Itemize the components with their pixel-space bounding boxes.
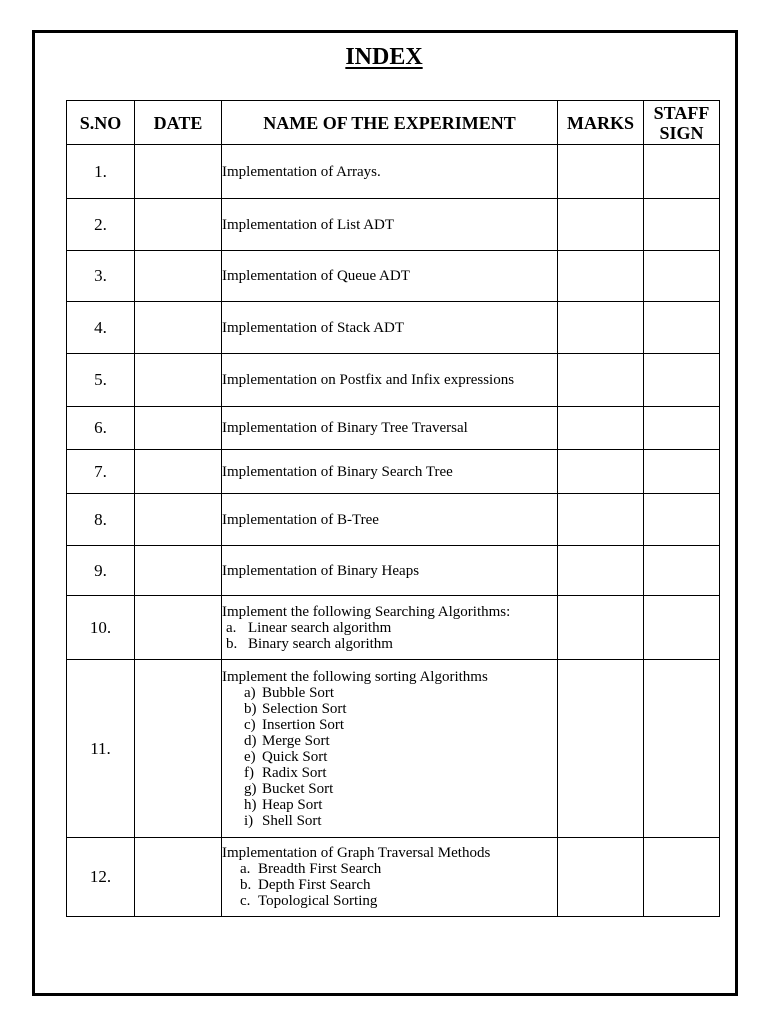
sno-cell: 12. [67, 838, 135, 917]
experiment-name: Implementation of Arrays. [222, 163, 381, 180]
header-row [67, 101, 720, 145]
list-item-label: a. [226, 619, 237, 636]
staff-sign-cell [644, 660, 720, 838]
date-cell [135, 660, 222, 838]
date-cell [135, 546, 222, 596]
list-item-text: Insertion Sort [262, 716, 345, 733]
experiment-name-cell [222, 407, 558, 450]
sub-item-list [222, 620, 557, 652]
marks-cell [558, 494, 644, 546]
table-row [67, 838, 720, 917]
list-item [240, 877, 557, 893]
header-staff-sign [644, 101, 720, 145]
sno-cell: 5. [67, 354, 135, 407]
marks-cell [558, 407, 644, 450]
list-item [226, 620, 557, 636]
marks-cell [558, 199, 644, 251]
experiment-name: Implementation of List ADT [222, 216, 395, 233]
date-cell [135, 302, 222, 354]
experiment-name-cell [222, 546, 558, 596]
marks-cell [558, 354, 644, 407]
experiment-name-cell [222, 450, 558, 494]
list-item-text: Binary search algorithm [248, 635, 393, 652]
experiment-name: Implementation of Queue ADT [222, 268, 410, 284]
date-cell [135, 199, 222, 251]
marks-cell [558, 251, 644, 302]
list-item-text: Topological Sorting [258, 893, 378, 909]
experiment-name: Implement the following Searching Algorithms: [222, 603, 511, 620]
sub-item-list [222, 861, 557, 909]
table-row [67, 546, 720, 596]
staff-sign-cell [644, 450, 720, 494]
experiment-name: Implementation on Postfix and Infix expressions [222, 372, 515, 388]
list-item-label: a) [244, 684, 256, 701]
list-item-text: Depth First Search [258, 877, 371, 893]
list-item-text: Quick Sort [262, 748, 328, 765]
experiment-name-cell [222, 838, 558, 917]
list-item-text: Linear search algorithm [248, 619, 392, 636]
date-cell [135, 596, 222, 660]
staff-sign-cell [644, 407, 720, 450]
table-row [67, 354, 720, 407]
marks-cell [558, 302, 644, 354]
list-item [244, 797, 557, 813]
sno-cell: 1. [67, 145, 135, 199]
header-marks: MARKS [558, 101, 644, 145]
list-item-label: c) [244, 716, 256, 733]
staff-sign-cell [644, 354, 720, 407]
staff-sign-cell [644, 199, 720, 251]
date-cell [135, 838, 222, 917]
list-item [244, 781, 557, 797]
staff-sign-cell [644, 251, 720, 302]
list-item [244, 685, 557, 701]
list-item-label: d) [244, 732, 257, 749]
list-item-label: a. [240, 861, 251, 877]
experiment-name-cell [222, 660, 558, 838]
index-table [66, 100, 720, 917]
list-item-label: b) [244, 700, 257, 717]
sub-item-list [222, 685, 557, 829]
list-item-text: Merge Sort [262, 732, 330, 749]
experiment-name: Implementation of Graph Traversal Methods [222, 845, 491, 861]
header-staff-line2: SIGN [659, 122, 704, 143]
list-item [244, 749, 557, 765]
list-item-text: Selection Sort [262, 700, 347, 717]
experiment-name-cell [222, 354, 558, 407]
list-item-label: h) [244, 796, 257, 813]
list-item-text: Shell Sort [262, 812, 322, 829]
list-item [240, 893, 557, 909]
staff-sign-cell [644, 494, 720, 546]
marks-cell [558, 145, 644, 199]
list-item-label: e) [244, 748, 256, 765]
list-item-text: Bucket Sort [262, 780, 334, 797]
sno-cell: 7. [67, 450, 135, 494]
table-row [67, 450, 720, 494]
sno-cell: 11. [67, 660, 135, 838]
list-item-label: b. [226, 635, 238, 652]
experiment-name-cell [222, 199, 558, 251]
header-staff-line1: STAFF [653, 102, 710, 123]
list-item [244, 717, 557, 733]
date-cell [135, 354, 222, 407]
sno-cell: 10. [67, 596, 135, 660]
table-row [67, 199, 720, 251]
experiment-name: Implementation of Binary Search Tree [222, 463, 453, 480]
table-row [67, 494, 720, 546]
list-item [244, 701, 557, 717]
marks-cell [558, 596, 644, 660]
experiment-name: Implementation of Binary Heaps [222, 562, 420, 579]
list-item-label: b. [240, 877, 252, 893]
staff-sign-cell [644, 546, 720, 596]
experiment-name-cell [222, 596, 558, 660]
list-item-label: c. [240, 893, 251, 909]
staff-sign-cell [644, 838, 720, 917]
experiment-name-cell [222, 494, 558, 546]
staff-sign-cell [644, 596, 720, 660]
table-row [67, 302, 720, 354]
marks-cell [558, 660, 644, 838]
list-item [244, 733, 557, 749]
date-cell [135, 450, 222, 494]
date-cell [135, 407, 222, 450]
page-title: INDEX [345, 44, 423, 70]
list-item [244, 813, 557, 829]
list-item [226, 636, 557, 652]
header-name: NAME OF THE EXPERIMENT [222, 101, 558, 145]
table-row [67, 660, 720, 838]
header-sno: S.NO [67, 101, 135, 145]
date-cell [135, 251, 222, 302]
date-cell [135, 145, 222, 199]
staff-sign-cell [644, 145, 720, 199]
sno-cell: 2. [67, 199, 135, 251]
list-item-text: Breadth First Search [258, 861, 382, 877]
sno-cell: 3. [67, 251, 135, 302]
experiment-name-cell [222, 251, 558, 302]
header-date: DATE [135, 101, 222, 145]
sno-cell: 6. [67, 407, 135, 450]
list-item [240, 861, 557, 877]
experiment-name: Implement the following sorting Algorithms [222, 668, 488, 685]
list-item-label: g) [244, 780, 257, 797]
list-item-label: i) [244, 812, 254, 829]
list-item-text: Bubble Sort [262, 684, 335, 701]
table-row [67, 596, 720, 660]
sno-cell: 8. [67, 494, 135, 546]
table-row [67, 145, 720, 199]
list-item-text: Radix Sort [262, 764, 327, 781]
marks-cell [558, 546, 644, 596]
staff-sign-cell [644, 302, 720, 354]
experiment-name-cell [222, 302, 558, 354]
list-item [244, 765, 557, 781]
sno-cell: 9. [67, 546, 135, 596]
experiment-name: Implementation of Binary Tree Traversal [222, 420, 468, 436]
list-item-text: Heap Sort [262, 796, 323, 813]
experiment-name: Implementation of Stack ADT [222, 319, 405, 336]
table-row [67, 407, 720, 450]
sno-cell: 4. [67, 302, 135, 354]
date-cell [135, 494, 222, 546]
marks-cell [558, 838, 644, 917]
experiment-name-cell [222, 145, 558, 199]
marks-cell [558, 450, 644, 494]
experiment-name: Implementation of B-Tree [222, 511, 379, 528]
table-row [67, 251, 720, 302]
list-item-label: f) [244, 764, 254, 781]
